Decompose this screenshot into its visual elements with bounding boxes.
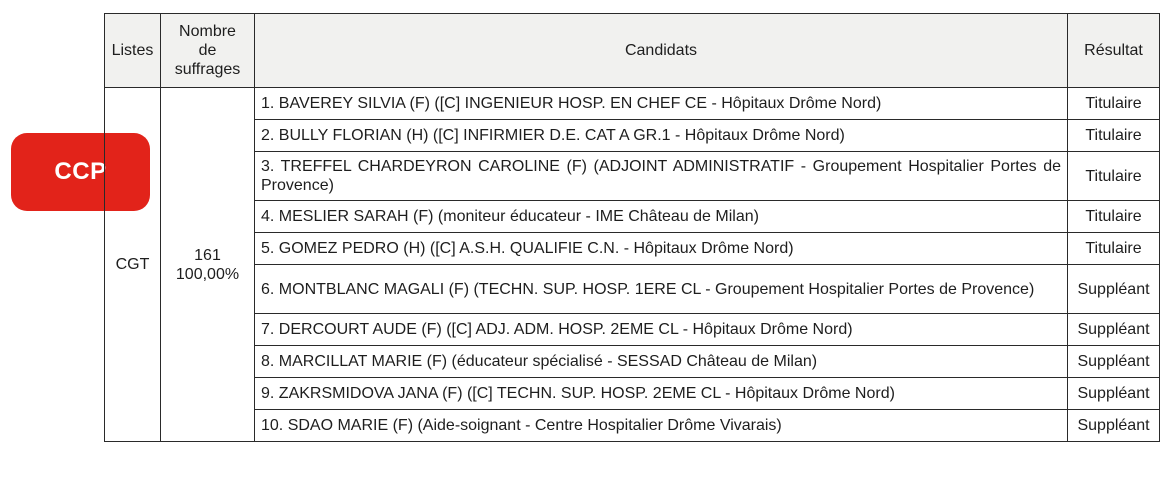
header-votes-line1: Nombre xyxy=(179,23,236,40)
header-votes-line3: suffrages xyxy=(174,61,241,78)
list-name: CGT xyxy=(105,88,161,442)
result-cell: Suppléant xyxy=(1068,314,1160,346)
candidate-cell: 6. MONTBLANC MAGALI (F) (TECHN. SUP. HOSP. 1ERE CL - Groupement Hospitalier Portes de Provence) xyxy=(255,265,1068,314)
ccp-badge-label: CCP xyxy=(54,158,107,185)
candidate-cell: 3. TREFFEL CHARDEYRON CAROLINE (F) (ADJOINT ADMINISTRATIF - Groupement Hospitalier Portes de Provence) xyxy=(255,152,1068,201)
election-results-table xyxy=(104,13,1160,442)
candidate-cell: 5. GOMEZ PEDRO (H) ([C] A.S.H. QUALIFIE C.N. - Hôpitaux Drôme Nord) xyxy=(255,233,1068,265)
votes-cell xyxy=(161,88,255,442)
header-result: Résultat xyxy=(1068,14,1160,88)
table-row xyxy=(105,378,1160,410)
result-cell: Suppléant xyxy=(1068,410,1160,442)
candidate-cell: 10. SDAO MARIE (F) (Aide-soignant - Centre Hospitalier Drôme Vivarais) xyxy=(255,410,1068,442)
header-lists: Listes xyxy=(105,14,161,88)
result-cell: Titulaire xyxy=(1068,88,1160,120)
result-cell: Suppléant xyxy=(1068,378,1160,410)
table-row xyxy=(105,120,1160,152)
candidate-cell: 1. BAVEREY SILVIA (F) ([C] INGENIEUR HOSP. EN CHEF CE - Hôpitaux Drôme Nord) xyxy=(255,88,1068,120)
table-row xyxy=(105,233,1160,265)
candidate-cell: 8. MARCILLAT MARIE (F) (éducateur spécialisé - SESSAD Château de Milan) xyxy=(255,346,1068,378)
header-votes-line2: de xyxy=(198,42,217,59)
table-row xyxy=(105,265,1160,314)
votes-count: 161 xyxy=(194,246,221,264)
result-cell: Titulaire xyxy=(1068,201,1160,233)
candidate-cell: 9. ZAKRSMIDOVA JANA (F) ([C] TECHN. SUP. HOSP. 2EME CL - Hôpitaux Drôme Nord) xyxy=(255,378,1068,410)
table-row xyxy=(105,410,1160,442)
header-row xyxy=(105,14,1160,88)
table-row xyxy=(105,314,1160,346)
header-votes xyxy=(161,14,255,88)
votes-percent: 100,00% xyxy=(175,265,240,283)
table-row xyxy=(105,152,1160,201)
candidate-cell: 4. MESLIER SARAH (F) (moniteur éducateur - IME Château de Milan) xyxy=(255,201,1068,233)
header-candidates: Candidats xyxy=(255,14,1068,88)
table-row xyxy=(105,88,1160,120)
table-row xyxy=(105,346,1160,378)
result-cell: Titulaire xyxy=(1068,152,1160,201)
result-cell: Suppléant xyxy=(1068,346,1160,378)
result-cell: Suppléant xyxy=(1068,265,1160,314)
candidate-cell: 2. BULLY FLORIAN (H) ([C] INFIRMIER D.E. CAT A GR.1 - Hôpitaux Drôme Nord) xyxy=(255,120,1068,152)
candidate-cell: 7. DERCOURT AUDE (F) ([C] ADJ. ADM. HOSP. 2EME CL - Hôpitaux Drôme Nord) xyxy=(255,314,1068,346)
table-row xyxy=(105,201,1160,233)
result-cell: Titulaire xyxy=(1068,233,1160,265)
result-cell: Titulaire xyxy=(1068,120,1160,152)
